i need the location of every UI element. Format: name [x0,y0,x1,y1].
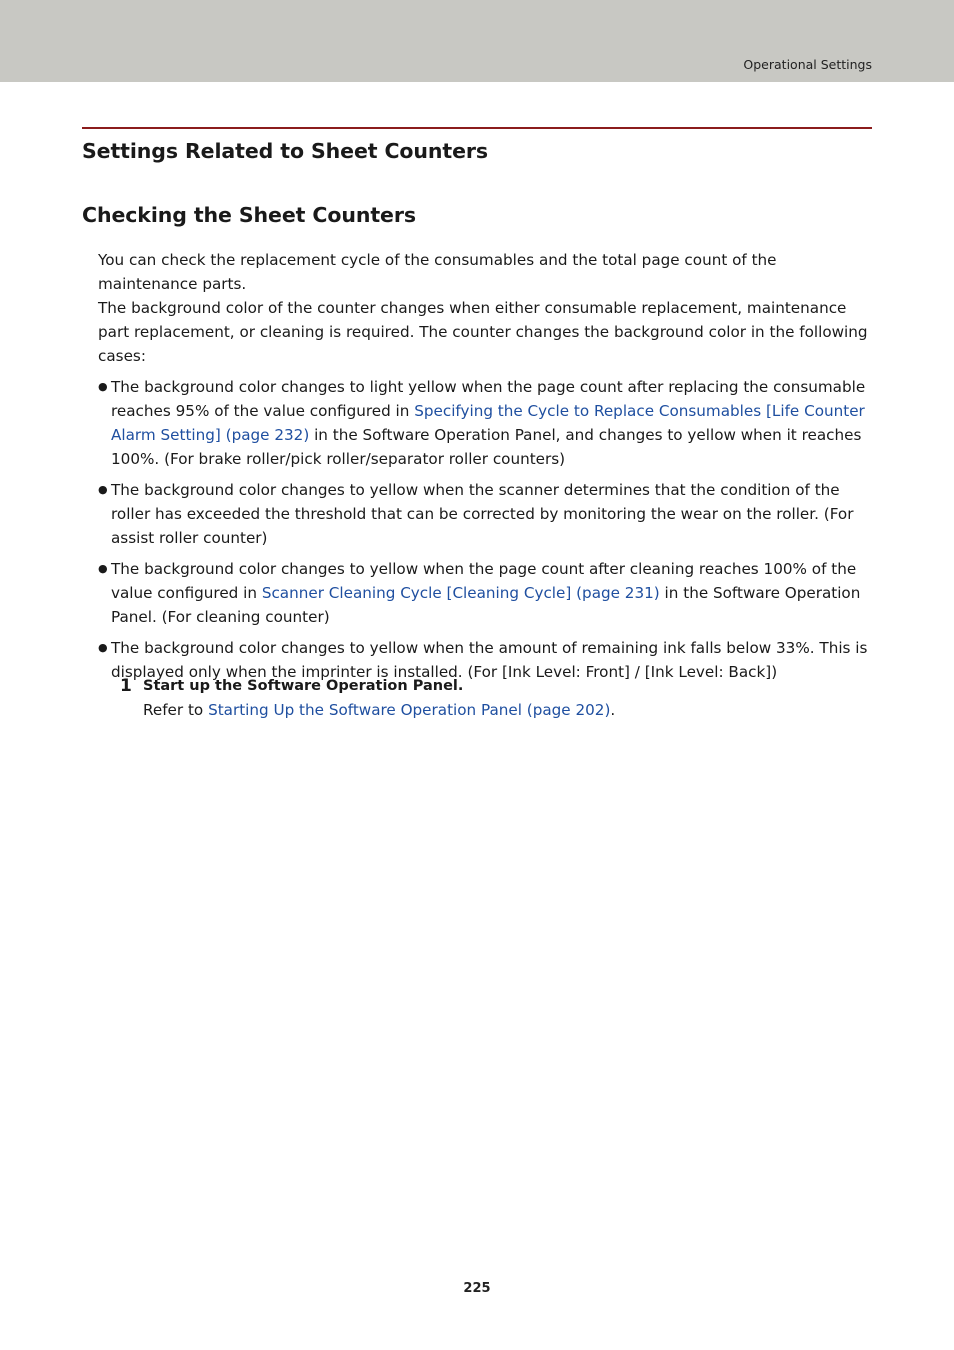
list-item [98,557,873,629]
running-header-section-title: Operational Settings [743,57,872,72]
page-number: 225 [463,1281,491,1296]
intro-paragraph-2: The background color of the counter changes when either consumable replacement, maintenance part replacement, or cleaning is required. The counter changes the background color in the following cases: [98,299,868,365]
cleaning-cycle-link[interactable]: Scanner Cleaning Cycle [Cleaning Cycle] (page 231) [261,584,660,602]
step-title: Start up the Software Operation Panel. [143,678,464,694]
procedure-step [120,674,880,722]
bullet-icon: ● [98,483,108,496]
section-heading: Settings Related to Sheet Counters [82,139,489,163]
list-item-text: in the Software Operation Panel. (For cleaning counter) [111,584,861,626]
step-body [143,674,880,722]
life-counter-alarm-link[interactable]: Specifying the Cycle to Replace Consumables [Life Counter Alarm Setting] (page 232) [111,402,865,444]
step-reference-suffix: . [610,701,616,719]
list-item-text: The background color changes to yellow when the amount of remaining ink falls below 33%. This is displayed only when the imprinter is installed. (For [Ink Level: Front] / [Ink Level: Back]) [111,639,868,681]
subsection-heading: Checking the Sheet Counters [82,203,416,227]
intro-paragraph-1: You can check the replacement cycle of the consumables and the total page count of the maintenance parts. [98,251,777,293]
list-item [98,478,873,550]
list-item-text: in the Software Operation Panel, and changes to yellow when it reaches 100%. (For brake roller/pick roller/separator roller counters) [111,426,862,468]
startup-panel-link[interactable]: Starting Up the Software Operation Panel (page 202) [208,701,611,719]
list-item-text: The background color changes to light yellow when the page count after replacing the consumable reaches 95% of the value configured in [111,378,866,420]
step-reference [143,698,880,722]
body-text [98,248,873,691]
bullet-icon: ● [98,380,108,393]
list-item-text: The background color changes to yellow when the page count after cleaning reaches 100% of the value configured in [111,560,857,602]
bullet-list [98,375,873,684]
step-reference-prefix: Refer to [143,701,209,719]
step-number: 1 [120,676,132,696]
list-item [98,375,873,471]
bullet-icon: ● [98,562,108,575]
bullet-icon: ● [98,641,108,654]
heading-rule [82,127,872,129]
list-item-text: The background color changes to yellow when the scanner determines that the condition of the roller has exceeded the threshold that can be corrected by monitoring the wear on the roller. (For assist roller counter) [111,481,854,547]
